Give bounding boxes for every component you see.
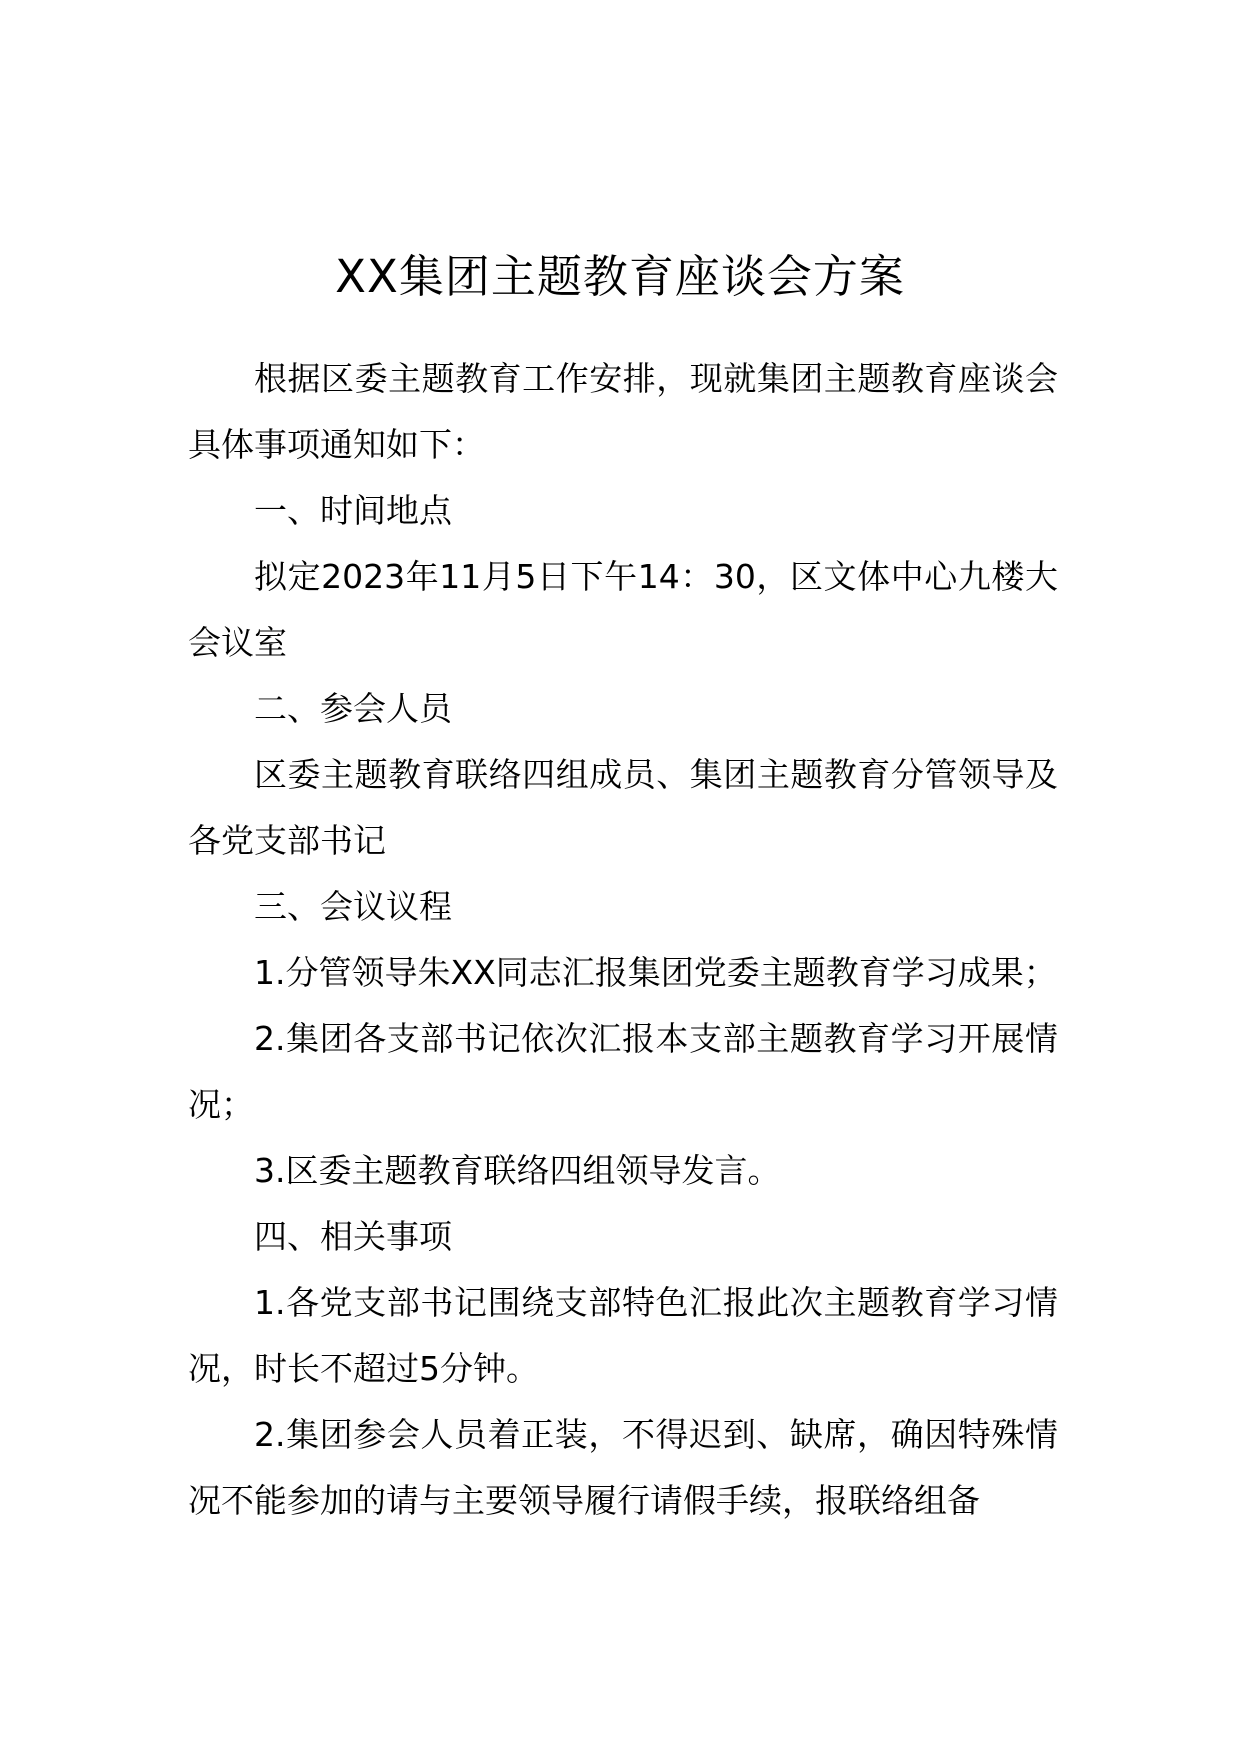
time-place-paragraph: 拟定2023年11月5日下午14：30，区文体中心九楼大会议室 bbox=[188, 557, 1058, 662]
section-heading-agenda: 三、会议议程 bbox=[254, 887, 452, 926]
related-matter-1: 1.各党支部书记围绕支部特色汇报此次主题教育学习情况，时长不超过5分钟。 bbox=[188, 1283, 1058, 1388]
section-heading-time-place: 一、时间地点 bbox=[254, 491, 452, 530]
document-title: XX集团主题教育座谈会方案 bbox=[335, 250, 905, 303]
agenda-item-2: 2.集团各支部书记依次汇报本支部主题教育学习开展情况； bbox=[188, 1019, 1058, 1124]
agenda-item-3: 3.区委主题教育联络四组领导发言。 bbox=[254, 1151, 781, 1190]
section-heading-related-matters: 四、相关事项 bbox=[254, 1217, 452, 1256]
document-body bbox=[188, 346, 1058, 1534]
attendees-paragraph: 区委主题教育联络四组成员、集团主题教育分管领导及各党支部书记 bbox=[188, 755, 1058, 860]
agenda-item-1: 1.分管领导朱XX同志汇报集团党委主题教育学习成果； bbox=[254, 953, 1057, 992]
intro-paragraph: 根据区委主题教育工作安排，现就集团主题教育座谈会具体事项通知如下： bbox=[188, 359, 1058, 464]
related-matter-2: 2.集团参会人员着正装，不得迟到、缺席，确因特殊情况不能参加的请与主要领导履行请假手续，报联络组备 bbox=[188, 1415, 1058, 1520]
section-heading-attendees: 二、参会人员 bbox=[254, 689, 452, 728]
